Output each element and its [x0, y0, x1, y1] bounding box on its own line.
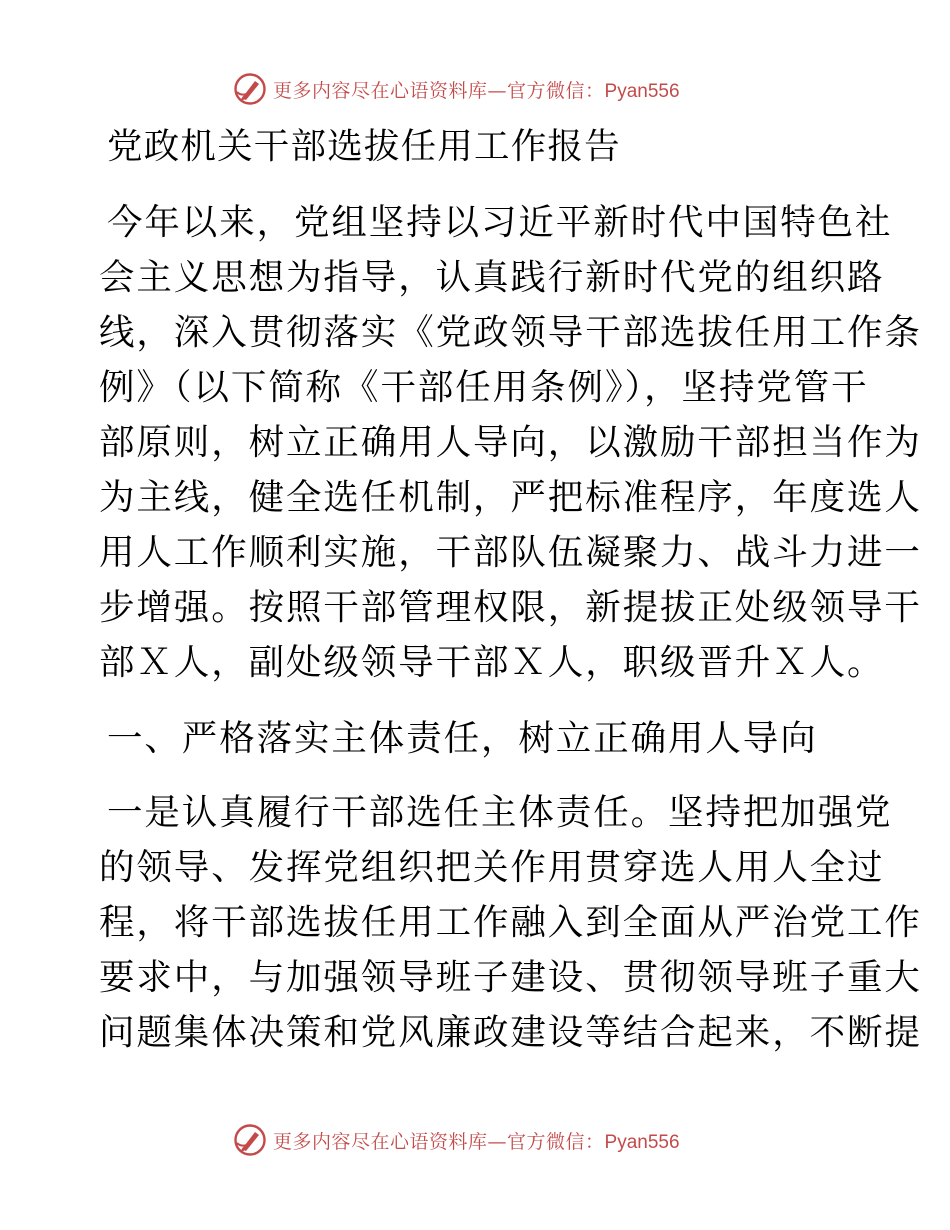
- section-heading: 一、严格落实主体责任，树立正确用人导向: [107, 718, 818, 759]
- paragraph-line: 步增强。按照干部管理权限，新提拔正处级领导干: [99, 587, 922, 628]
- paragraph-line: 线，深入贯彻落实《党政领导干部选拔任用工作条: [99, 312, 922, 353]
- paragraph-line: 部Ｘ人，副处级领导干部Ｘ人，职级晋升Ｘ人。: [99, 642, 885, 683]
- paragraph-line: 例》（以下简称《干部任用条例》），坚持党管干: [99, 367, 869, 408]
- wechat-id: Pyan556: [604, 1131, 680, 1153]
- paragraph-line: 会主义思想为指导，认真践行新时代党的组织路: [99, 257, 885, 298]
- paragraph-line: 程，将干部选拔任用工作融入到全面从严治党工作: [99, 902, 922, 943]
- document-title: 党政机关干部选拔任用工作报告: [107, 126, 621, 167]
- paragraph-line: 今年以来，党组坚持以习近平新时代中国特色社: [107, 202, 893, 243]
- watermark-banner-bottom: [233, 1122, 680, 1158]
- paragraph-line: 一是认真履行干部选任主体责任。坚持把加强党: [107, 792, 893, 833]
- paragraph-line: 问题集体决策和党风廉政建设等结合起来，不断提: [99, 1012, 922, 1053]
- paragraph-line: 用人工作顺利实施，干部队伍凝聚力、战斗力进一: [99, 532, 922, 573]
- pen-logo-icon: [233, 1123, 267, 1157]
- paragraph-line: 部原则，树立正确用人导向，以激励干部担当作为: [99, 422, 922, 463]
- paragraph-line: 为主线，健全选任机制，严把标准程序，年度选人: [99, 477, 922, 518]
- wechat-id: Pyan556: [604, 80, 680, 102]
- watermark-text: 更多内容尽在心语资料库—官方微信：Pyan556: [273, 1130, 680, 1153]
- watermark-text: 更多内容尽在心语资料库—官方微信：Pyan556: [273, 79, 680, 102]
- paragraph-line: 的领导、发挥党组织把关作用贯穿选人用人全过: [99, 847, 885, 888]
- paragraph-line: 要求中，与加强领导班子建设、贯彻领导班子重大: [99, 957, 922, 998]
